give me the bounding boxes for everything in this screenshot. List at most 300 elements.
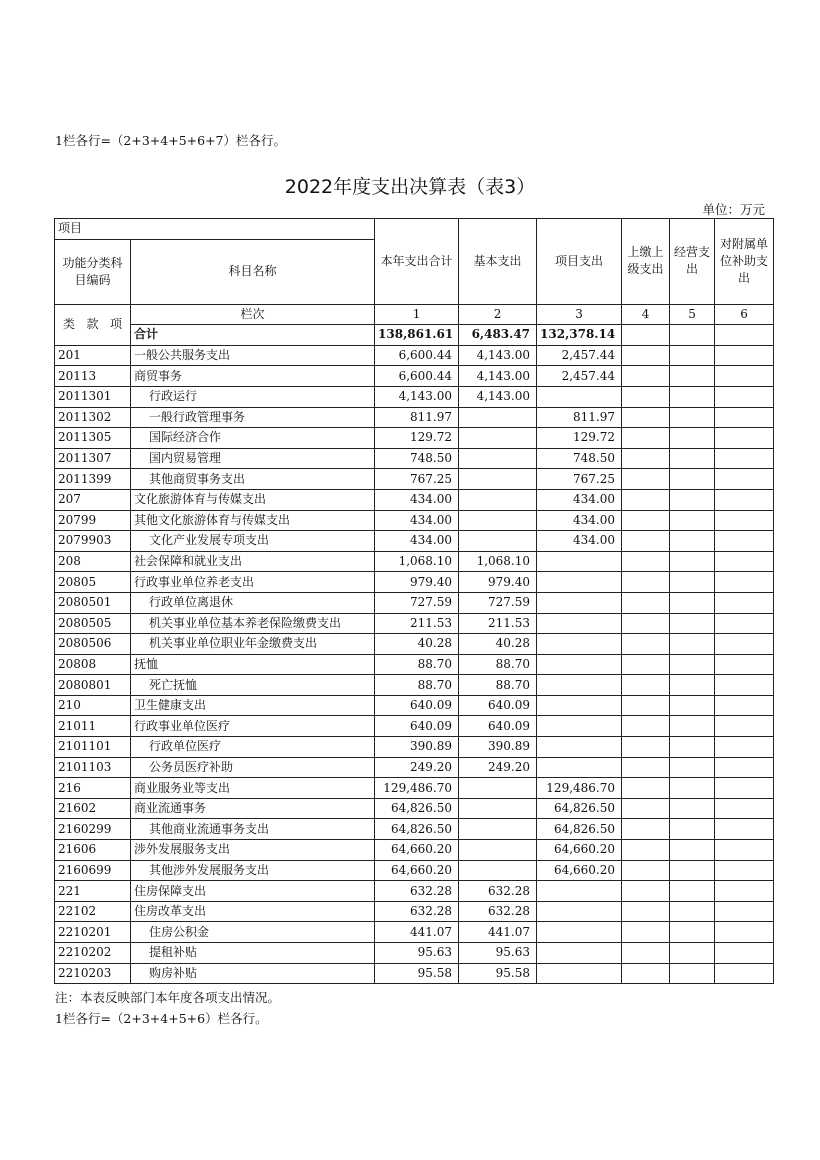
row-name: 文化旅游体育与传媒支出 [131, 489, 375, 510]
row-name: 死亡抚恤 [131, 675, 375, 696]
row-c4 [622, 489, 670, 510]
row-c3: 64,826.50 [537, 819, 622, 840]
row-name: 提租补贴 [131, 943, 375, 964]
row-c6 [715, 922, 774, 943]
row-c1: 64,660.20 [375, 860, 459, 881]
row-c3 [537, 613, 622, 634]
row-c5 [670, 860, 715, 881]
row-c3 [537, 654, 622, 675]
header-kuan: 款 [86, 316, 99, 331]
total-c4 [622, 325, 670, 346]
row-c3 [537, 572, 622, 593]
row-c2: 4,143.00 [459, 366, 537, 387]
row-c2: 88.70 [459, 675, 537, 696]
row-c6 [715, 572, 774, 593]
row-c1: 632.28 [375, 881, 459, 902]
row-c2: 40.28 [459, 634, 537, 655]
col-number-4: 4 [622, 304, 670, 325]
row-code: 221 [55, 881, 131, 902]
row-c4 [622, 798, 670, 819]
row-c3 [537, 695, 622, 716]
row-c3: 64,660.20 [537, 860, 622, 881]
header-basic-expenditure: 基本支出 [459, 219, 537, 305]
row-c5 [670, 881, 715, 902]
row-name: 机关事业单位职业年金缴费支出 [131, 634, 375, 655]
row-name: 其他商贸事务支出 [131, 469, 375, 490]
row-c1: 434.00 [375, 531, 459, 552]
row-name: 行政单位医疗 [131, 737, 375, 758]
unit-label: 单位：万元 [702, 202, 765, 217]
row-c1: 434.00 [375, 510, 459, 531]
row-c4 [622, 819, 670, 840]
row-name: 住房保障支出 [131, 881, 375, 902]
header-name: 科目名称 [131, 239, 375, 304]
row-c4 [622, 757, 670, 778]
row-c1: 1,068.10 [375, 551, 459, 572]
row-c3 [537, 386, 622, 407]
row-c4 [622, 510, 670, 531]
row-c5 [670, 654, 715, 675]
row-name: 卫生健康支出 [131, 695, 375, 716]
row-c1: 129.72 [375, 428, 459, 449]
row-c2 [459, 407, 537, 428]
row-c3: 64,660.20 [537, 840, 622, 861]
row-c2: 632.28 [459, 881, 537, 902]
row-c1: 979.40 [375, 572, 459, 593]
row-c6 [715, 901, 774, 922]
row-name: 文化产业发展专项支出 [131, 531, 375, 552]
row-c3: 64,826.50 [537, 798, 622, 819]
row-c4 [622, 654, 670, 675]
table-row [55, 798, 774, 819]
row-c3: 434.00 [537, 510, 622, 531]
row-c1: 6,600.44 [375, 345, 459, 366]
total-label: 合计 [131, 325, 375, 346]
row-name: 国际经济合作 [131, 428, 375, 449]
header-remit-superior: 上缴上级支出 [622, 219, 670, 305]
row-code: 2011399 [55, 469, 131, 490]
row-code: 201 [55, 345, 131, 366]
row-c5 [670, 448, 715, 469]
row-c4 [622, 592, 670, 613]
row-code: 2210202 [55, 943, 131, 964]
row-c6 [715, 510, 774, 531]
col-number-5: 5 [670, 304, 715, 325]
row-code: 21606 [55, 840, 131, 861]
row-c3 [537, 881, 622, 902]
row-c6 [715, 407, 774, 428]
row-c2 [459, 778, 537, 799]
row-code: 216 [55, 778, 131, 799]
row-c3: 748.50 [537, 448, 622, 469]
row-name: 商业服务业等支出 [131, 778, 375, 799]
row-name: 其他商业流通事务支出 [131, 819, 375, 840]
total-row [55, 325, 774, 346]
row-c4 [622, 634, 670, 655]
row-name: 行政运行 [131, 386, 375, 407]
col-number-3: 3 [537, 304, 622, 325]
table-row [55, 366, 774, 387]
row-c5 [670, 901, 715, 922]
table-row [55, 386, 774, 407]
row-c4 [622, 345, 670, 366]
row-c6 [715, 366, 774, 387]
row-c5 [670, 798, 715, 819]
table-row [55, 654, 774, 675]
row-c4 [622, 366, 670, 387]
row-c6 [715, 386, 774, 407]
header-project: 项目 [55, 219, 375, 240]
row-c4 [622, 963, 670, 984]
row-name: 行政事业单位养老支出 [131, 572, 375, 593]
row-c6 [715, 428, 774, 449]
row-c1: 727.59 [375, 592, 459, 613]
row-c1: 640.09 [375, 695, 459, 716]
row-c6 [715, 345, 774, 366]
row-c2 [459, 428, 537, 449]
table-row [55, 840, 774, 861]
row-c4 [622, 922, 670, 943]
row-code: 207 [55, 489, 131, 510]
row-c1: 441.07 [375, 922, 459, 943]
row-code: 21011 [55, 716, 131, 737]
row-c2: 249.20 [459, 757, 537, 778]
row-code: 2101103 [55, 757, 131, 778]
row-c5 [670, 716, 715, 737]
row-c2: 640.09 [459, 695, 537, 716]
table-row [55, 963, 774, 984]
row-name: 社会保障和就业支出 [131, 551, 375, 572]
row-c6 [715, 819, 774, 840]
row-c5 [670, 345, 715, 366]
header-total-expenditure: 本年支出合计 [375, 219, 459, 305]
row-c5 [670, 469, 715, 490]
header-lei-kuan-xiang [55, 304, 131, 345]
row-c4 [622, 469, 670, 490]
table-row [55, 407, 774, 428]
row-c5 [670, 407, 715, 428]
row-code: 20799 [55, 510, 131, 531]
row-code: 208 [55, 551, 131, 572]
row-c5 [670, 366, 715, 387]
table-row [55, 592, 774, 613]
row-c1: 390.89 [375, 737, 459, 758]
row-code: 2080506 [55, 634, 131, 655]
row-c6 [715, 881, 774, 902]
table-row [55, 716, 774, 737]
row-name: 住房改革支出 [131, 901, 375, 922]
row-c3 [537, 716, 622, 737]
row-code: 2080501 [55, 592, 131, 613]
row-code: 2160699 [55, 860, 131, 881]
row-c3: 434.00 [537, 531, 622, 552]
row-code: 22102 [55, 901, 131, 922]
row-code: 2160299 [55, 819, 131, 840]
row-c1: 632.28 [375, 901, 459, 922]
row-c5 [670, 675, 715, 696]
row-code: 20113 [55, 366, 131, 387]
table-row [55, 613, 774, 634]
row-c2: 211.53 [459, 613, 537, 634]
row-c4 [622, 448, 670, 469]
row-c1: 767.25 [375, 469, 459, 490]
row-code: 2011302 [55, 407, 131, 428]
total-c5 [670, 325, 715, 346]
row-c4 [622, 716, 670, 737]
table-row [55, 757, 774, 778]
row-c6 [715, 695, 774, 716]
row-c3: 811.97 [537, 407, 622, 428]
row-name: 商贸事务 [131, 366, 375, 387]
row-c2: 4,143.00 [459, 386, 537, 407]
row-c2 [459, 840, 537, 861]
row-code: 21602 [55, 798, 131, 819]
col-number-1: 1 [375, 304, 459, 325]
row-c2: 640.09 [459, 716, 537, 737]
row-c1: 88.70 [375, 675, 459, 696]
row-c4 [622, 675, 670, 696]
row-c6 [715, 551, 774, 572]
table-row [55, 448, 774, 469]
row-c1: 249.20 [375, 757, 459, 778]
row-c1: 6,600.44 [375, 366, 459, 387]
row-c2: 1,068.10 [459, 551, 537, 572]
row-name: 一般行政管理事务 [131, 407, 375, 428]
header-project-expenditure: 项目支出 [537, 219, 622, 305]
row-code: 2210203 [55, 963, 131, 984]
row-c1: 811.97 [375, 407, 459, 428]
row-c4 [622, 737, 670, 758]
row-c1: 211.53 [375, 613, 459, 634]
table-row [55, 510, 774, 531]
row-c6 [715, 778, 774, 799]
col-number-6: 6 [715, 304, 774, 325]
row-c4 [622, 407, 670, 428]
footnote-2: 1栏各行=（2+3+4+5+6）栏各行。 [55, 1011, 268, 1026]
row-c6 [715, 469, 774, 490]
table-row [55, 531, 774, 552]
row-c2: 632.28 [459, 901, 537, 922]
table-row [55, 943, 774, 964]
row-c2 [459, 798, 537, 819]
row-c2 [459, 531, 537, 552]
row-c4 [622, 428, 670, 449]
row-c3: 129.72 [537, 428, 622, 449]
row-c3 [537, 675, 622, 696]
row-c6 [715, 737, 774, 758]
top-note: 1栏各行=（2+3+4+5+6+7）栏各行。 [55, 133, 287, 148]
row-c2 [459, 860, 537, 881]
table-row [55, 778, 774, 799]
row-c4 [622, 572, 670, 593]
table-row [55, 551, 774, 572]
row-c2 [459, 510, 537, 531]
row-c4 [622, 840, 670, 861]
row-c5 [670, 572, 715, 593]
row-c4 [622, 943, 670, 964]
row-name: 住房公积金 [131, 922, 375, 943]
row-c3 [537, 592, 622, 613]
row-c5 [670, 757, 715, 778]
row-c1: 4,143.00 [375, 386, 459, 407]
table-row [55, 819, 774, 840]
row-c2: 88.70 [459, 654, 537, 675]
row-c3 [537, 634, 622, 655]
header-code: 功能分类科目编码 [55, 239, 131, 304]
row-c3 [537, 551, 622, 572]
row-c2: 95.58 [459, 963, 537, 984]
row-name: 一般公共服务支出 [131, 345, 375, 366]
total-c3: 132,378.14 [537, 325, 622, 346]
row-c5 [670, 963, 715, 984]
row-name: 机关事业单位基本养老保险缴费支出 [131, 613, 375, 634]
table-row [55, 675, 774, 696]
row-code: 2079903 [55, 531, 131, 552]
row-c5 [670, 428, 715, 449]
row-name: 行政单位离退休 [131, 592, 375, 613]
row-c4 [622, 860, 670, 881]
row-c6 [715, 963, 774, 984]
col-number-2: 2 [459, 304, 537, 325]
row-c1: 88.70 [375, 654, 459, 675]
row-c1: 640.09 [375, 716, 459, 737]
row-code: 210 [55, 695, 131, 716]
row-c4 [622, 881, 670, 902]
row-c5 [670, 551, 715, 572]
row-c3: 767.25 [537, 469, 622, 490]
row-name: 涉外发展服务支出 [131, 840, 375, 861]
header-operating-expenditure: 经营支出 [670, 219, 715, 305]
row-c5 [670, 922, 715, 943]
row-c3: 129,486.70 [537, 778, 622, 799]
row-c4 [622, 778, 670, 799]
row-c5 [670, 592, 715, 613]
row-c5 [670, 840, 715, 861]
row-name: 商业流通事务 [131, 798, 375, 819]
row-c1: 64,660.20 [375, 840, 459, 861]
row-c6 [715, 943, 774, 964]
row-c1: 40.28 [375, 634, 459, 655]
header-xiang: 项 [109, 316, 122, 331]
row-name: 抚恤 [131, 654, 375, 675]
row-c4 [622, 531, 670, 552]
row-c5 [670, 613, 715, 634]
row-c6 [715, 592, 774, 613]
row-c5 [670, 531, 715, 552]
table-row [55, 428, 774, 449]
row-c3 [537, 963, 622, 984]
row-c6 [715, 448, 774, 469]
row-c1: 434.00 [375, 489, 459, 510]
row-c2 [459, 469, 537, 490]
row-c3 [537, 901, 622, 922]
row-c6 [715, 634, 774, 655]
total-c1: 138,861.61 [375, 325, 459, 346]
row-c4 [622, 613, 670, 634]
row-c3: 2,457.44 [537, 345, 622, 366]
row-c6 [715, 675, 774, 696]
row-c6 [715, 860, 774, 881]
row-c1: 64,826.50 [375, 798, 459, 819]
row-c2 [459, 489, 537, 510]
row-c3 [537, 757, 622, 778]
row-c1: 64,826.50 [375, 819, 459, 840]
table-row [55, 860, 774, 881]
row-code: 20805 [55, 572, 131, 593]
row-code: 2101101 [55, 737, 131, 758]
row-c1: 748.50 [375, 448, 459, 469]
row-c2: 390.89 [459, 737, 537, 758]
row-c5 [670, 386, 715, 407]
row-c5 [670, 489, 715, 510]
table-row [55, 737, 774, 758]
table-row [55, 572, 774, 593]
row-c4 [622, 901, 670, 922]
row-code: 2080505 [55, 613, 131, 634]
row-c6 [715, 798, 774, 819]
row-name: 公务员医疗补助 [131, 757, 375, 778]
row-c5 [670, 778, 715, 799]
page-title: 2022年度支出决算表（表3） [284, 176, 536, 198]
total-c6 [715, 325, 774, 346]
header-lei: 类 [63, 316, 76, 331]
row-c1: 95.58 [375, 963, 459, 984]
row-c5 [670, 634, 715, 655]
row-c6 [715, 757, 774, 778]
row-c6 [715, 489, 774, 510]
row-c2: 979.40 [459, 572, 537, 593]
row-c3 [537, 737, 622, 758]
row-name: 其他涉外发展服务支出 [131, 860, 375, 881]
table-row [55, 901, 774, 922]
row-code: 2210201 [55, 922, 131, 943]
row-name: 购房补贴 [131, 963, 375, 984]
row-code: 2011301 [55, 386, 131, 407]
table-row [55, 489, 774, 510]
row-code: 2011307 [55, 448, 131, 469]
table-row [55, 881, 774, 902]
table-row [55, 345, 774, 366]
row-name: 国内贸易管理 [131, 448, 375, 469]
row-c2: 727.59 [459, 592, 537, 613]
expenditure-table [54, 218, 774, 984]
row-c4 [622, 695, 670, 716]
row-c6 [715, 613, 774, 634]
row-name: 行政事业单位医疗 [131, 716, 375, 737]
row-c6 [715, 654, 774, 675]
table-row [55, 695, 774, 716]
row-code: 2080801 [55, 675, 131, 696]
row-code: 20808 [55, 654, 131, 675]
row-c3: 434.00 [537, 489, 622, 510]
row-c2 [459, 819, 537, 840]
row-c6 [715, 716, 774, 737]
row-c5 [670, 819, 715, 840]
row-name: 其他文化旅游体育与传媒支出 [131, 510, 375, 531]
total-c2: 6,483.47 [459, 325, 537, 346]
row-c2: 441.07 [459, 922, 537, 943]
row-c1: 129,486.70 [375, 778, 459, 799]
row-c4 [622, 551, 670, 572]
row-c5 [670, 510, 715, 531]
row-code: 2011305 [55, 428, 131, 449]
row-c5 [670, 943, 715, 964]
row-c3: 2,457.44 [537, 366, 622, 387]
row-c2 [459, 448, 537, 469]
table-row [55, 922, 774, 943]
row-c5 [670, 695, 715, 716]
header-subsidiary-subsidy: 对附属单位补助支出 [715, 219, 774, 305]
